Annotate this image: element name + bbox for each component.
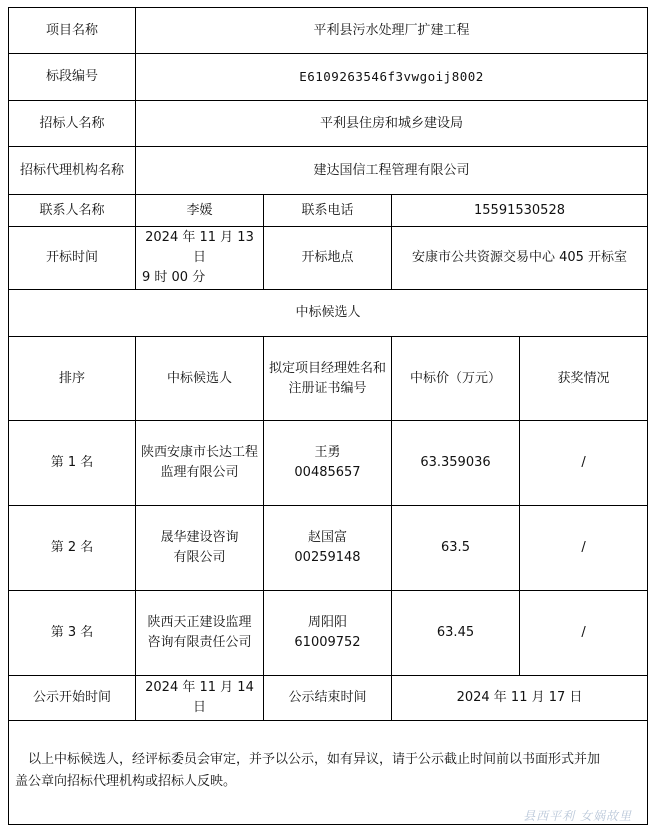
header-manager-line2: 注册证书编号 [288, 380, 367, 396]
candidate-manager-cert: 00259148 [294, 550, 361, 565]
project-value: 平利县污水处理厂扩建工程 [136, 8, 648, 54]
opening-place: 安康市公共资源交易中心 405 开标室 [392, 227, 648, 290]
candidate-award: / [520, 506, 648, 591]
header-manager [264, 337, 392, 421]
opening-date: 2024 年 11 月 13 日 [145, 230, 254, 265]
section-label: 标段编号 [9, 54, 136, 101]
contact-phone: 15591530528 [392, 195, 648, 227]
agency-row [9, 147, 648, 195]
candidate-manager-name: 周阳阳 [307, 615, 347, 630]
candidate-manager [264, 591, 392, 676]
header-manager-line1: 拟定项目经理姓名和 [268, 360, 386, 376]
candidate-company-line1: 陕西天正建设监理 [147, 615, 252, 630]
candidate-manager [264, 506, 392, 591]
candidate-company-line1: 陕西安康市长达工程 [140, 445, 258, 460]
candidate-manager-cert: 00485657 [294, 465, 361, 480]
publicity-row [9, 676, 648, 721]
opening-hour: 9 时 00 分 [142, 270, 206, 285]
bid-result-table [8, 7, 648, 825]
project-label: 项目名称 [9, 8, 136, 54]
tenderer-value: 平利县住房和城乡建设局 [136, 101, 648, 147]
candidates-header-row [9, 337, 648, 421]
candidates-title-row [9, 290, 648, 337]
candidate-manager-cert: 61009752 [294, 635, 361, 650]
candidate-company-line1: 晟华建设咨询 [160, 530, 239, 545]
watermark: 县西平利 女娲故里 [523, 809, 632, 823]
candidate-award: / [520, 591, 648, 676]
candidate-rank: 第 3 名 [9, 591, 136, 676]
tenderer-label: 招标人名称 [9, 101, 136, 147]
candidate-company-line2: 监理有限公司 [160, 465, 239, 480]
candidate-rank: 第 1 名 [9, 421, 136, 506]
candidate-price: 63.45 [392, 591, 520, 676]
section-row [9, 54, 648, 101]
candidate-price: 63.359036 [392, 421, 520, 506]
candidate-rank: 第 2 名 [9, 506, 136, 591]
publicity-start-label: 公示开始时间 [9, 676, 136, 721]
header-award: 获奖情况 [520, 337, 648, 421]
header-price: 中标价（万元） [392, 337, 520, 421]
candidate-award: / [520, 421, 648, 506]
header-candidate: 中标候选人 [136, 337, 264, 421]
candidate-company-line2: 有限公司 [173, 550, 226, 565]
opening-row [9, 227, 648, 290]
project-row [9, 8, 648, 54]
table-row [9, 506, 648, 591]
publicity-start: 2024 年 11 月 14 日 [136, 676, 264, 721]
candidate-manager [264, 421, 392, 506]
candidate-price: 63.5 [392, 506, 520, 591]
table-row [9, 591, 648, 676]
header-rank: 排序 [9, 337, 136, 421]
candidate-manager-name: 王勇 [314, 445, 341, 460]
opening-time [136, 227, 264, 290]
opening-place-label: 开标地点 [264, 227, 392, 290]
contact-name: 李媛 [136, 195, 264, 227]
candidate-company [136, 591, 264, 676]
section-value: E6109263546f3vwgoij8002 [136, 54, 648, 101]
publicity-end: 2024 年 11 月 17 日 [392, 676, 648, 721]
contact-row [9, 195, 648, 227]
contact-phone-label: 联系电话 [264, 195, 392, 227]
contact-name-label: 联系人名称 [9, 195, 136, 227]
candidate-company-line2: 咨询有限责任公司 [147, 635, 252, 650]
candidate-manager-name: 赵国富 [307, 530, 347, 545]
tenderer-row [9, 101, 648, 147]
agency-value: 建达国信工程管理有限公司 [136, 147, 648, 195]
publicity-end-label: 公示结束时间 [264, 676, 392, 721]
candidate-company [136, 506, 264, 591]
candidates-title: 中标候选人 [9, 290, 648, 337]
notice-line2: 盖公章向招标代理机构或招标人反映。 [15, 774, 237, 789]
table-row [9, 421, 648, 506]
agency-label: 招标代理机构名称 [9, 147, 136, 195]
candidate-company [136, 421, 264, 506]
opening-time-label: 开标时间 [9, 227, 136, 290]
notice-line1: 以上中标候选人，经评标委员会审定，并予以公示，如有异议，请于公示截止时间前以书面形式并加 [15, 752, 601, 767]
